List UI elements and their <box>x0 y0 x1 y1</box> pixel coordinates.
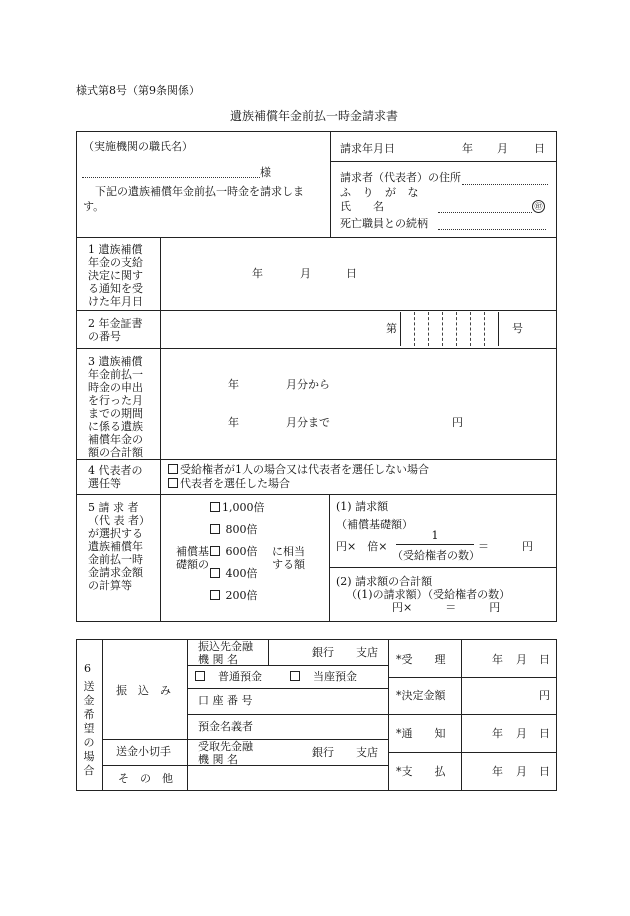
check-label: 送金小切手 <box>116 745 171 758</box>
representative-option-2[interactable]: 代表者を選任した場合 <box>168 477 290 490</box>
recv-bank-label: 受取先金融 機 関 名 <box>198 740 253 766</box>
relationship-label: 死亡職員との続柄 <box>340 217 428 230</box>
checkbox-icon[interactable] <box>168 464 178 474</box>
bank-transfer-table <box>76 639 557 791</box>
multiplier-600[interactable]: 600倍 <box>210 545 258 558</box>
multiplier-200[interactable]: 200倍 <box>210 589 258 602</box>
multiplier-1000[interactable]: 1,000倍 <box>210 501 265 514</box>
row4-label: 4 代表者の 選任等 <box>88 464 143 490</box>
checkbox-icon[interactable] <box>168 478 178 488</box>
furigana-label: ふ り が な <box>340 186 423 199</box>
account-type-toza[interactable]: 当座預金 <box>290 670 357 683</box>
multiplier-800[interactable]: 800倍 <box>210 523 258 536</box>
request-date-label: 請求年月日 <box>340 142 395 155</box>
kettei-label: *決定金額 <box>396 689 446 702</box>
row5-label: 5 請 求 者 （代 表 者） が選択する 遺族補償年 金前払一時 金請求金額 の計算等 <box>88 501 150 592</box>
section-6-vertical-label: 送金希望の場合 <box>83 680 95 777</box>
sama-label: 様 <box>260 166 271 179</box>
other-label: そ の 他 <box>118 772 173 785</box>
tsuchi-label: *通 知 <box>396 727 446 740</box>
account-type-futsu[interactable]: 普通預金 <box>195 670 262 683</box>
basis-label: 補償基 礎額の <box>176 545 209 571</box>
form-title: 遺族補償年金前払一時金請求書 <box>230 109 399 123</box>
row2-label: 2 年金証書 の番号 <box>88 317 143 343</box>
row3-label: 3 遺族補償 年金前払一 時金の申出 を行った月 までの期間 に係る遺族 補償年金の 額の合計額 <box>88 355 143 459</box>
request-text: 下記の遺族補償年金前払一時金を請求します。 <box>83 185 304 213</box>
agency-label: （実施機関の職氏名） <box>83 140 193 153</box>
equivalent-label: に相当 する額 <box>272 545 305 571</box>
representative-option-1[interactable]: 受給権者が1人の場合又は代表者を選任しない場合 <box>168 463 429 476</box>
row1-label: 1 遺族補償 年金の支給 決定に関す る通知を受 けた年月日 <box>88 243 143 308</box>
juri-label: *受 理 <box>396 653 446 666</box>
bank-label: 振込先金融 機 関 名 <box>198 640 253 666</box>
form-number: 様式第8号（第9条関係） <box>76 84 200 97</box>
claimant-address-label: 請求者（代表者）の住所 <box>340 171 461 184</box>
name-label: 氏 名 <box>340 200 384 213</box>
seal-icon: ㊞ <box>532 200 545 213</box>
multiplier-400[interactable]: 400倍 <box>210 567 258 580</box>
furikomi-label: 振 込 み <box>116 684 171 697</box>
account-name-label: 預金名義者 <box>198 720 253 733</box>
shiharai-label: *支 払 <box>396 765 446 778</box>
account-number-label: 口 座 番 号 <box>198 694 253 707</box>
